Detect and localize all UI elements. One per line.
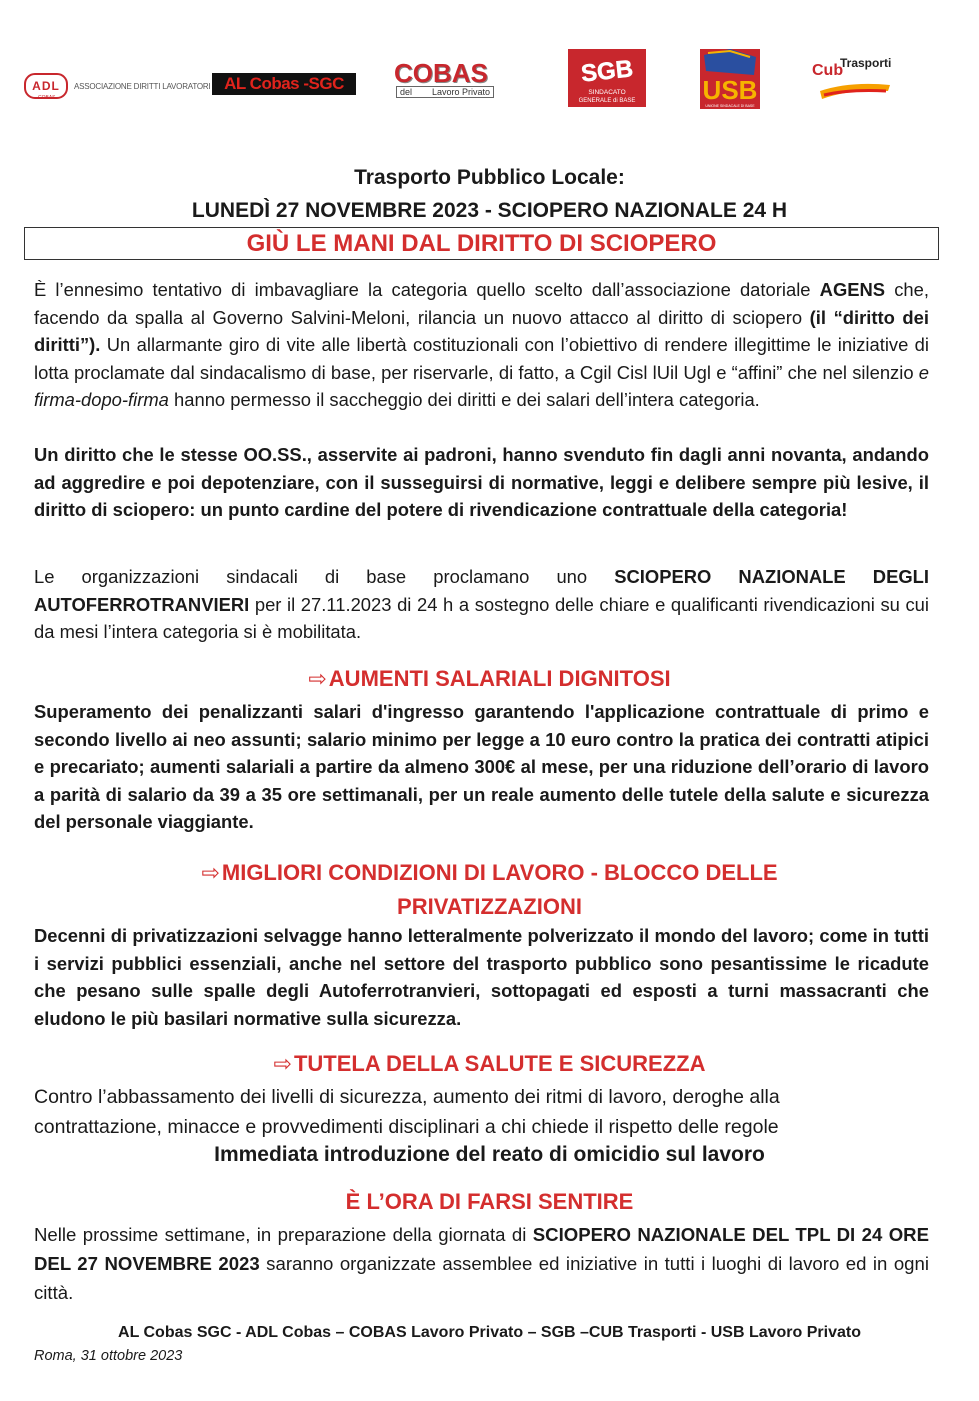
proclaim-t3: per il 27.11.2023 di 24 h a sostegno delle chiare e qualificanti rivendicazioni su cui da mesi l’intera categoria si è mobilitata.: [34, 593, 929, 642]
sgb-mark: SGB: [579, 55, 635, 88]
section-wages-body: Superamento dei penalizzanti salari d'ingresso garantendo l'applicazione contrattuale di primo e secondo livello ai neo assunti; salario minimo per legge a 10 euro contro la pratica dei contratti atipici e precariato; aumenti salariali a partire da almeno 300€ al mese, per una riduzione dell’orario di lavoro a parità di salario da 39 a 35 ore settimanali, per un reale aumento delle tutele della salute e sicurezza del personale viaggiante.: [34, 701, 929, 832]
section-safety-demand: Immediata introduzione del reato di omicidio sul lavoro: [214, 1143, 765, 1166]
proclaim-paragraph: [34, 563, 929, 646]
intro-t5: Un allarmante giro di vite alle libertà costituzionali con l’obiettivo di rendere illegittime le iniziative di lotta proclamate dal sindacalismo di base, per riservarle, di fatto, a Cgil Cisl lUil Ugl e “affini” che nel silenzio: [34, 334, 929, 383]
header-line-2: LUNEDÌ 27 NOVEMBRE 2023 - SCIOPERO NAZIONALE 24 H: [191, 199, 788, 222]
headline-banner: GIÙ LE MANI DAL DIRITTO DI SCIOPERO: [24, 227, 939, 260]
mobilize-t1: Nelle prossime settimane, in preparazione della giornata di: [34, 1224, 533, 1245]
cub-text: Trasporti: [840, 56, 892, 70]
intro-t6: e firma-dopo-firma: [34, 361, 929, 410]
section-safety-title-text: TUTELA DELLA SALUTE E SICUREZZA: [293, 1051, 706, 1076]
intro-t3: che, facendo da spalla al Governo Salvini-Meloni, rilancia un nuovo attacco al diritto di sciopero: [34, 279, 929, 328]
al-cobas-logo: AL Cobas -SGC: [212, 73, 356, 95]
cobas-logo: [394, 60, 500, 98]
document-date: Roma, 31 ottobre 2023: [34, 1348, 183, 1364]
section-mobilize-title: È L’ORA DI FARSI SENTIRE: [345, 1189, 634, 1214]
cub-trasporti-logo: [810, 55, 894, 105]
section-conditions-title-a: MIGLIORI CONDIZIONI DI LAVORO - BLOCCO DELLE: [221, 860, 778, 885]
cobas-logo-sub-b: Lavoro Privato: [431, 87, 490, 97]
adl-text: ASSOCIAZIONE DIRITTI LAVORATORI: [74, 81, 211, 91]
sgb-line2: GENERALE di BASE: [578, 98, 636, 104]
section-wages-title-text: AUMENTI SALARIALI DIGNITOSI: [328, 666, 671, 691]
cub-mark: Cub: [812, 62, 844, 79]
usb-logo: [700, 49, 760, 109]
sgb-line1: SINDACATO: [588, 89, 626, 96]
intro-t1: È l’ennesimo tentativo di imbavagliare la categoria quello scelto dall’associazione datoriale: [34, 279, 820, 300]
intro-agens: AGENS: [819, 279, 886, 300]
intro-paragraph: [34, 276, 929, 414]
cobas-logo-sub: [396, 86, 494, 98]
cobas-logo-title: COBAS: [394, 58, 488, 88]
arrow-right-icon: ⇨: [308, 666, 327, 691]
proclaim-t2: SCIOPERO NAZIONALE DEGLI AUTOFERROTRANVIERI: [34, 566, 929, 615]
arrow-right-icon: ⇨: [201, 860, 220, 885]
sgb-logo: [568, 49, 646, 107]
arrow-right-icon: ⇨: [273, 1051, 292, 1076]
section-safety-body-a: Contro l’abbassamento dei livelli di sicurezza, aumento dei ritmi di lavoro, deroghe alla: [34, 1086, 780, 1108]
intro-t7: hanno permesso il saccheggio dei diritti e dei salari dell’intera categoria.: [168, 389, 760, 410]
signatories: AL Cobas SGC - ADL Cobas – COBAS Lavoro Privato – SGB –CUB Trasporti - USB Lavoro Privato: [118, 1324, 861, 1341]
mobilize-t3: saranno organizzate assemblee ed iniziative in tutti i luoghi di lavoro ed in ogni città.: [34, 1253, 929, 1303]
header-line-1: Trasporto Pubblico Locale:: [354, 166, 625, 189]
intro-t4: (il “diritto dei diritti”).: [34, 306, 930, 355]
logos-row: [0, 45, 979, 115]
adl-sub: COBAS: [38, 95, 56, 101]
section-mobilize-body: [34, 1220, 929, 1307]
adl-logo: [24, 73, 211, 99]
section-safety-body: [34, 1082, 929, 1142]
section-conditions-body: Decenni di privatizzazioni selvagge hanno letteralmente polverizzato il mondo del lavoro; come in tutti i servizi pubblici essenziali, anche nel settore del trasporto pubblico sono pesantissime le ricadute che pesano sulle spalle degli Autoferrotranvieri, sottopagati ed esposti a turni massacranti che eludono le più basilari normative sulla sicurezza.: [34, 925, 929, 1029]
proclaim-t1: Le organizzazioni sindacali di base proclamano uno: [34, 566, 615, 587]
section-safety-body-b: contrattazione, minacce e provvedimenti disciplinari a chi chiede il rispetto delle regole: [34, 1116, 779, 1138]
section-conditions-title: [0, 856, 979, 924]
usb-sub: UNIONE SINDACALE DI BASE: [705, 104, 755, 108]
mobilize-t2: SCIOPERO NAZIONALE DEL TPL DI 24 ORE DEL 27 NOVEMBRE 2023: [34, 1224, 929, 1274]
section-safety-title: [0, 1051, 979, 1077]
section-wages-title: [0, 666, 979, 692]
usb-mark: USB: [702, 75, 758, 105]
adl-mark: ADL: [24, 73, 68, 99]
bold-paragraph: Un diritto che le stesse OO.SS., asservite ai padroni, hanno svenduto fin dagli anni novanta, andando ad aggredire e poi depotenziare, con il susseguirsi di normative, leggi e delibere sempre più lesive, il diritto di sciopero: un punto cardine del potere di rivendicazione contrattuale della categoria!: [34, 444, 929, 520]
section-conditions-title-b: PRIVATIZZAZIONI: [397, 894, 582, 919]
cobas-logo-sub-a: del: [400, 87, 413, 97]
